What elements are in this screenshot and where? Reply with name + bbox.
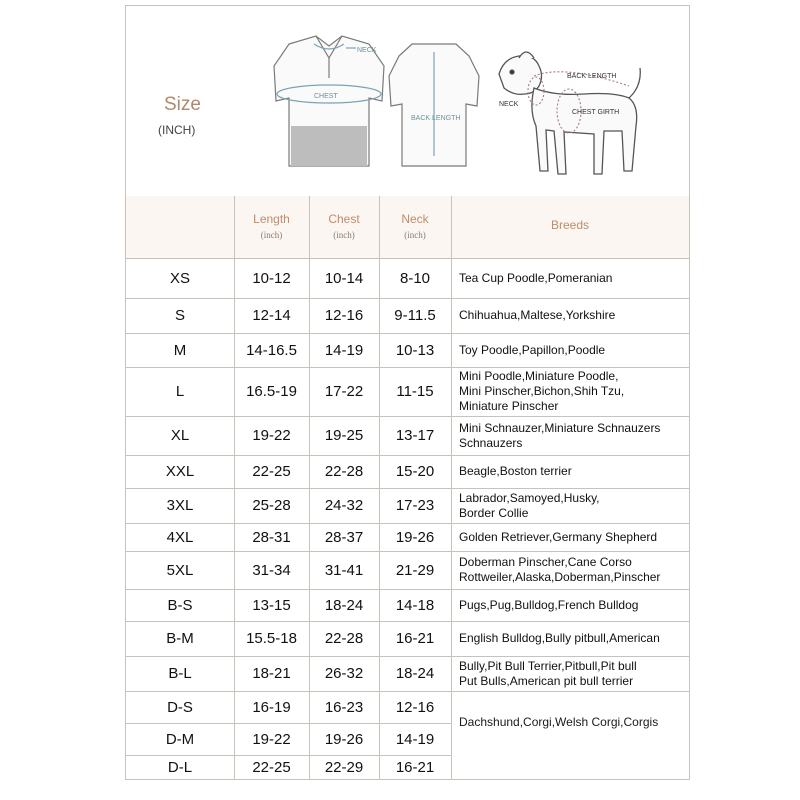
length-cell: 28-31 [252, 528, 291, 546]
chest-cell: 22-29 [324, 758, 364, 776]
column-divider [234, 196, 235, 779]
length-column-header: Length (inch) [253, 212, 290, 240]
length-cell: 18-21 [252, 665, 291, 682]
size-cell: XL [170, 427, 190, 444]
neck-column-header: Neck (inch) [401, 212, 429, 240]
length-cell: 13-15 [252, 596, 291, 614]
length-cell: 12-14 [252, 307, 291, 324]
size-cell: D-S [167, 698, 193, 716]
neck-cell: 19-26 [395, 528, 435, 546]
neck-cell: 12-16 [395, 698, 435, 716]
dachshund-group-breeds: Dachshund,Corgi,Welsh Corgi,Corgis [459, 715, 659, 729]
table-row [126, 523, 689, 552]
measurement-illustration [234, 6, 689, 196]
table-row [126, 298, 689, 334]
back-length-shirt-label: BACK LENGTH [411, 115, 461, 122]
table-row [126, 589, 689, 622]
neck-cell: 14-19 [395, 730, 435, 748]
breeds-column-header: Breeds [550, 218, 590, 232]
size-cell: XXL [165, 463, 195, 480]
chest-column-header: Chest (inch) [328, 212, 360, 240]
size-title: Size [164, 94, 201, 115]
neck-cell: 9-11.5 [394, 307, 436, 324]
breeds-cell: Doberman Pinscher,Cane Corso Rottweiler,Alaska,Doberman,Pinscher [459, 555, 661, 584]
breeds-cell: Chihuahua,Maltese,Yorkshire [459, 308, 616, 322]
chest-cell: 19-26 [324, 730, 364, 748]
shirt-front-icon [274, 36, 384, 166]
neck-cell: 18-24 [395, 665, 435, 682]
size-header-cell [126, 6, 235, 196]
size-cell: 4XL [166, 528, 194, 546]
table-row [126, 416, 689, 456]
breeds-cell: English Bulldog,Bully pitbull,American [459, 631, 660, 645]
chest-cell: 12-16 [324, 307, 364, 324]
chest-cell: 28-37 [324, 528, 364, 546]
neck-cell: 17-23 [395, 497, 435, 514]
breeds-cell: Mini Poodle,Miniature Poodle, Mini Pinscher,Bichon,Shih Tzu, Miniature Pinscher [459, 369, 625, 413]
breeds-cell: Toy Poodle,Papillon,Poodle [459, 342, 606, 357]
size-cell: S [174, 307, 185, 324]
chest-cell: 16-23 [324, 698, 364, 716]
chest-cell: 14-19 [324, 341, 364, 359]
chest-cell: 22-28 [324, 463, 364, 480]
neck-cell: 16-21 [395, 630, 435, 647]
table-row [126, 367, 689, 417]
size-cell: B-L [168, 665, 192, 682]
chest-shirt-label: CHEST [314, 93, 338, 100]
length-cell: 16-19 [252, 698, 291, 716]
length-cell: 15.5-18 [246, 630, 297, 647]
chart-header [126, 6, 689, 197]
size-cell: B-S [167, 596, 193, 614]
neck-cell: 16-21 [395, 758, 435, 776]
size-cell: D-M [165, 730, 195, 748]
chest-cell: 22-28 [324, 630, 364, 647]
chest-cell: 10-14 [324, 269, 364, 287]
table-row [126, 621, 689, 657]
size-cell: XS [169, 269, 190, 287]
chest-cell: 17-22 [324, 383, 364, 400]
column-divider [309, 196, 310, 779]
breeds-cell: Tea Cup Poodle,Pomeranian [459, 270, 613, 285]
chest-cell: 31-41 [324, 561, 364, 579]
length-cell: 19-22 [252, 427, 291, 444]
table-row [126, 755, 689, 779]
length-cell: 10-12 [252, 269, 291, 287]
table-row [126, 656, 689, 692]
table-row [126, 488, 689, 524]
chest-cell: 24-32 [324, 497, 364, 514]
chest-cell: 18-24 [324, 596, 364, 614]
breeds-cell: Golden Retriever,Germany Shepherd [459, 529, 658, 544]
table-row [126, 258, 689, 299]
neck-cell: 11-15 [396, 383, 434, 400]
breeds-cell [451, 755, 689, 779]
neck-cell: 14-18 [395, 596, 435, 614]
neck-shirt-label: NECK [357, 47, 377, 54]
length-cell: 16.5-19 [246, 383, 297, 400]
breeds-cell: Mini Schnauzer,Miniature Schnauzers Schnauzers [459, 420, 661, 450]
size-cell: M [173, 341, 187, 359]
length-cell: 19-22 [252, 730, 291, 748]
chest-cell: 19-25 [324, 427, 364, 444]
column-divider [451, 196, 452, 779]
breeds-cell: Bully,Pit Bull Terrier,Pitbull,Pit bull Put Bulls,American pit bull terrier [459, 658, 637, 688]
neck-cell: 8-10 [399, 269, 431, 287]
neck-cell: 21-29 [395, 561, 435, 579]
size-chart [125, 5, 690, 780]
chest-girth-dog-label: CHEST GIRTH [572, 109, 620, 116]
neck-cell: 13-17 [395, 427, 435, 444]
neck-cell: 10-13 [395, 341, 435, 359]
neck-dog-label: NECK [499, 101, 519, 108]
column-divider [379, 196, 380, 779]
size-unit: (INCH) [158, 123, 196, 137]
length-cell: 22-25 [252, 758, 291, 776]
length-cell: 25-28 [252, 497, 291, 514]
breeds-cell: Pugs,Pug,Bulldog,French Bulldog [459, 597, 639, 612]
length-cell: 22-25 [252, 463, 291, 480]
neck-cell: 15-20 [395, 463, 435, 480]
shirt-back-icon [389, 44, 479, 166]
size-cell: B-M [166, 630, 194, 647]
length-cell: 31-34 [252, 561, 291, 579]
back-length-dog-label: BACK LENGTH [567, 73, 617, 80]
breeds-cell: Labrador,Samoyed,Husky, Border Collie [459, 490, 600, 520]
table-row [126, 551, 689, 590]
chest-cell: 26-32 [324, 665, 364, 682]
table-row [126, 333, 689, 368]
size-cell: 5XL [166, 561, 194, 579]
size-cell: L [175, 383, 185, 400]
column-headers [126, 196, 689, 259]
size-cell: D-L [167, 758, 193, 776]
table-row [126, 455, 689, 489]
size-cell: 3XL [166, 497, 194, 514]
size-column-header [126, 196, 234, 258]
breeds-cell: Beagle,Boston terrier [459, 464, 572, 478]
length-cell: 14-16.5 [246, 341, 297, 359]
